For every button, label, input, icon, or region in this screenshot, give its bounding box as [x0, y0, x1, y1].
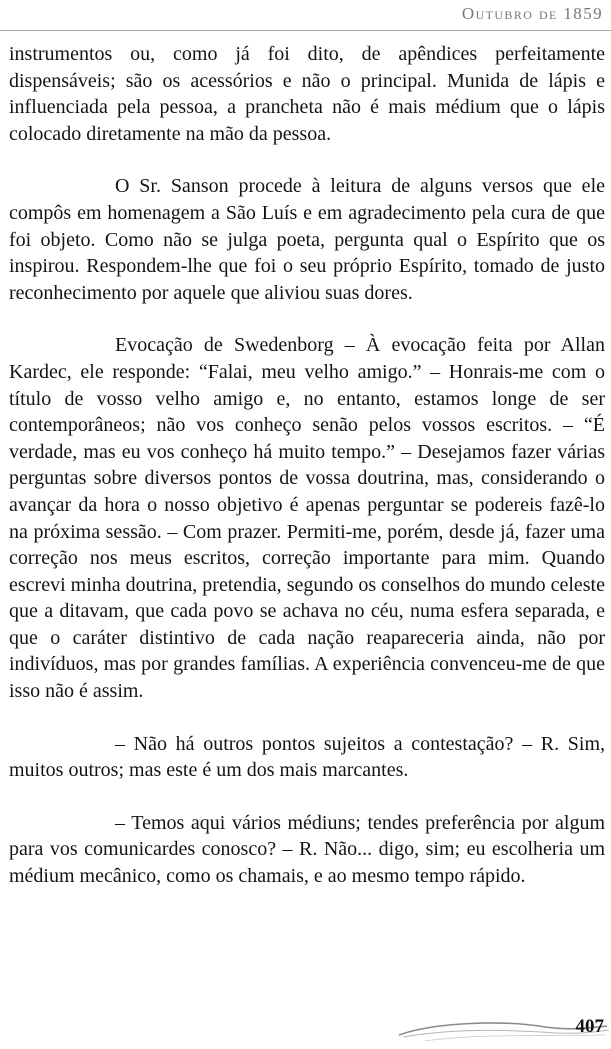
page-number: 407	[575, 1016, 604, 1037]
running-header: Outubro de 1859	[461, 4, 603, 23]
paragraph-continuation: instrumentos ou, como já foi dito, de apêndices perfeitamente dispensáveis; são os acessórios e não o principal. Munida de lápis e influenciada pela pessoa, a prancheta não é mais médium que o lápis colocado diretamente na mão da pessoa.	[9, 43, 605, 145]
paragraph-swedenborg-evocation: Evocação de Swedenborg – À evocação feita por Allan Kardec, ele responde: “Falai, meu velho amigo.” – Honrais-me com o título de vosso velho amigo e, no entanto, estamos longe de ser contemporâneos; não vos conheço senão pelos vossos escritos. – “É verdade, mas eu vos conheço há muito tempo.” – Desejamos fazer várias perguntas sobre diversos pontos de vossa doutrina, mas, considerando o avançar da hora o nosso objetivo é apenas perguntar se podereis fazê-lo na próxima sessão. – Com prazer. Permiti-me, porém, desde já, fazer uma correção nos meus escritos, correção importante para mim. Quando escrevi minha doutrina, pretendia, segundo os conselhos do mundo celeste que a ditavam, que cada povo se achava no céu, numa esfera separada, e que o caráter distintivo de cada nação reapareceria ainda, não por indivíduos, mas por grandes famílias. A experiência convenceu-me de que isso não é assim.	[9, 334, 605, 703]
header-divider	[0, 30, 611, 31]
page-footer	[395, 1008, 611, 1049]
paragraph-sanson-verses: O Sr. Sanson procede à leitura de alguns versos que ele compôs em homenagem a São Luís e em agradecimento pela cura de que foi objeto. Como não se julga poeta, pergunta qual o Espírito que os inspirou. Respondem-lhe que foi o seu próprio Espírito, tomado de justo reconhecimento por aquele que aliviou suas dores.	[9, 175, 605, 304]
page-body	[9, 41, 605, 890]
paragraph-contestation-question: – Não há outros pontos sujeitos a contestação? – R. Sim, muitos outros; mas este é um dos mais marcantes.	[9, 732, 605, 782]
paragraph-mediums-question: – Temos aqui vários médiuns; tendes preferência por algum para vos comunicardes conosco? – R. Não... digo, sim; eu escolheria um médium mecânico, como os chamais, e ao mesmo tempo rápido.	[9, 811, 605, 888]
